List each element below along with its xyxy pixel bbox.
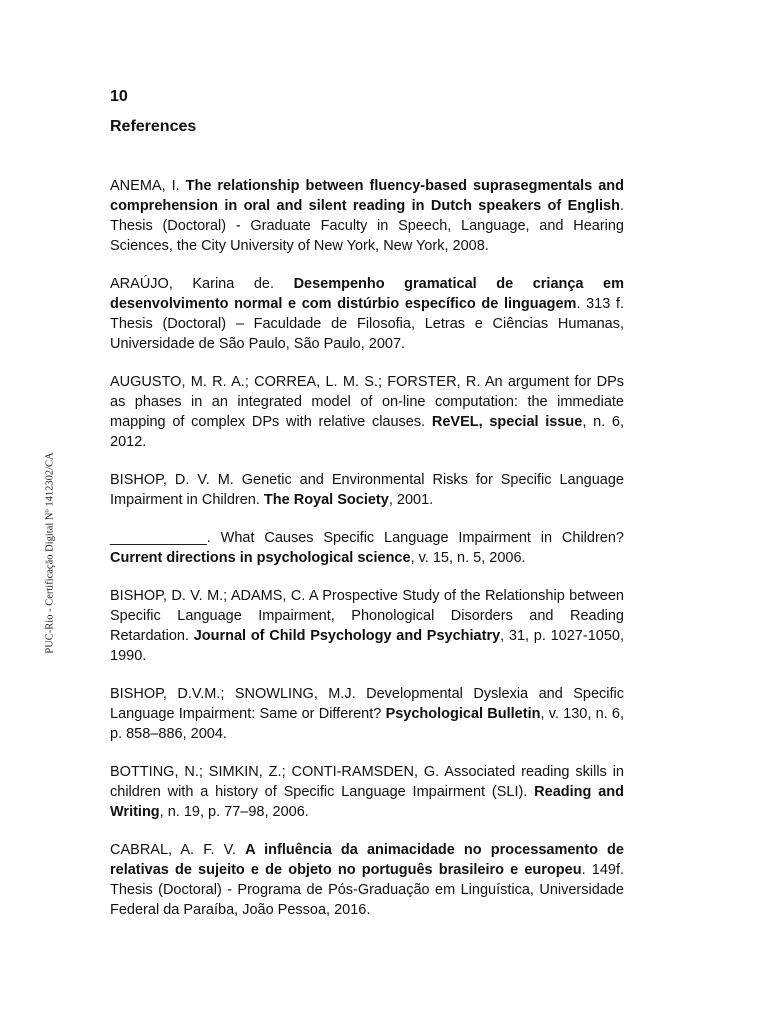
reference-entry xyxy=(110,372,624,452)
reference-text: ____________. What Causes Specific Language Impairment in Children? xyxy=(110,530,624,546)
reference-text: BISHOP, D. V. M.; ADAMS, C. A Prospective Study of the Relationship between Specific Language Impairment, Phonological Disorders and Reading Retardation. xyxy=(110,588,624,644)
reference-entry xyxy=(110,684,624,744)
chapter-number: 10 xyxy=(110,88,128,105)
reference-title: Psychological Bulletin xyxy=(385,706,541,722)
reference-text: BOTTING, N.; SIMKIN, Z.; CONTI-RAMSDEN, G. Associated reading skills in children with a history of Specific Language Impairment (SLI). xyxy=(110,764,624,800)
reference-text: . 313 f. Thesis (Doctoral) – Faculdade de Filosofia, Letras e Ciências Humanas, Universidade de São Paulo, São Paulo, 2007. xyxy=(110,296,624,352)
reference-entry xyxy=(110,470,624,510)
reference-title: A influência da animacidade no processamento de relativas de sujeito e de objeto no português brasileiro e europeu xyxy=(110,842,624,878)
reference-text: , 31, p. 1027-1050, 1990. xyxy=(110,628,624,664)
reference-text: CABRAL, A. F. V. xyxy=(110,842,246,858)
reference-text: , n. 6, 2012. xyxy=(110,414,624,450)
reference-entry xyxy=(110,840,624,920)
reference-title: Journal of Child Psychology and Psychiatry xyxy=(193,628,501,644)
reference-entry xyxy=(110,762,624,822)
reference-entry xyxy=(110,176,624,256)
reference-title: Desempenho gramatical de criança em desenvolvimento normal e com distúrbio específico de linguagem xyxy=(110,276,624,312)
reference-list xyxy=(110,176,624,920)
reference-text: BISHOP, D.V.M.; SNOWLING, M.J. Developmental Dyslexia and Specific Language Impairment: Same or Different? xyxy=(110,686,624,722)
reference-title: Reading and Writing xyxy=(110,784,624,820)
reference-entry xyxy=(110,274,624,354)
reference-text: ARAÚJO, Karina de. xyxy=(110,276,294,292)
reference-title: ReVEL, special issue xyxy=(431,414,583,430)
reference-text: ANEMA, I. xyxy=(110,178,186,194)
reference-title: The relationship between fluency-based suprasegmentals and comprehension in oral and silent reading in Dutch speakers of English xyxy=(110,178,624,214)
reference-text: , 2001. xyxy=(388,492,434,508)
reference-title: Current directions in psychological science xyxy=(110,550,411,566)
reference-text: , n. 19, p. 77–98, 2006. xyxy=(159,804,309,820)
reference-text: . Thesis (Doctoral) - Graduate Faculty in Speech, Language, and Hearing Sciences, the City University of New York, New York, 2008. xyxy=(110,198,624,254)
reference-text: . 149f. Thesis (Doctoral) - Programa de Pós-Graduação em Linguística, Universidade Federal da Paraíba, João Pessoa, 2016. xyxy=(110,862,625,918)
page-content xyxy=(110,84,624,938)
certification-watermark: PUC-Rio - Certificação Digital Nº 1412302/CA xyxy=(44,452,56,654)
reference-text: , v. 130, n. 6, p. 858–886, 2004. xyxy=(110,706,624,742)
reference-entry xyxy=(110,528,624,568)
reference-text: AUGUSTO, M. R. A.; CORREA, L. M. S.; FORSTER, R. An argument for DPs as phases in an integrated model of on-line computation: the immediate mapping of complex DPs with relative clauses. xyxy=(110,374,624,430)
reference-text: BISHOP, D. V. M. Genetic and Environmental Risks for Specific Language Impairment in Children. xyxy=(110,472,624,508)
reference-entry xyxy=(110,586,624,666)
reference-title: The Royal Society xyxy=(263,492,389,508)
reference-text: , v. 15, n. 5, 2006. xyxy=(410,550,526,566)
page-title: References xyxy=(110,118,197,135)
